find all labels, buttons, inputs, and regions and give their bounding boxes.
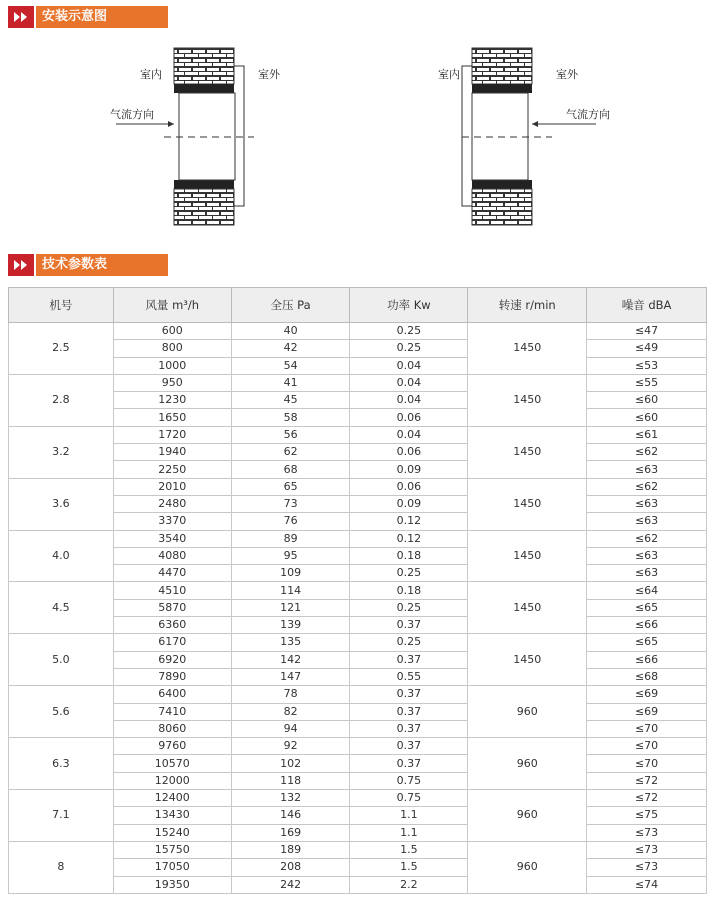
speed-cell: 1450 — [468, 530, 587, 582]
table-row — [9, 513, 707, 530]
table-header-row — [9, 288, 707, 323]
airflow-cell: 1650 — [113, 409, 231, 426]
table-row — [9, 807, 707, 824]
table-row — [9, 495, 707, 512]
pressure-cell: 58 — [231, 409, 350, 426]
pressure-cell: 102 — [231, 755, 350, 772]
power-cell: 0.55 — [350, 668, 468, 685]
power-cell: 0.04 — [350, 374, 468, 391]
airflow-cell: 600 — [113, 323, 231, 340]
power-cell: 2.2 — [350, 876, 468, 893]
pressure-cell: 146 — [231, 807, 350, 824]
pressure-cell: 95 — [231, 547, 350, 564]
noise-cell: ≤72 — [587, 772, 707, 789]
speed-cell: 1450 — [468, 374, 587, 426]
table-row — [9, 323, 707, 340]
airflow-cell: 6360 — [113, 617, 231, 634]
model-cell: 3.6 — [9, 478, 114, 530]
table-row — [9, 582, 707, 599]
pressure-cell: 42 — [231, 340, 350, 357]
airflow-cell: 4510 — [113, 582, 231, 599]
table-row — [9, 668, 707, 685]
airflow-cell: 10570 — [113, 755, 231, 772]
power-cell: 0.09 — [350, 461, 468, 478]
pressure-cell: 89 — [231, 530, 350, 547]
specs-section-title: 技术参数表 — [36, 254, 168, 276]
table-row — [9, 738, 707, 755]
speed-cell: 1450 — [468, 634, 587, 686]
spec-table-body — [9, 323, 707, 894]
power-cell: 0.25 — [350, 599, 468, 616]
noise-cell: ≤63 — [587, 495, 707, 512]
power-cell: 0.12 — [350, 513, 468, 530]
noise-cell: ≤70 — [587, 738, 707, 755]
noise-cell: ≤63 — [587, 513, 707, 530]
model-cell: 5.6 — [9, 686, 114, 738]
power-cell: 0.04 — [350, 426, 468, 443]
airflow-cell: 4080 — [113, 547, 231, 564]
power-cell: 0.37 — [350, 703, 468, 720]
table-row — [9, 547, 707, 564]
table-row — [9, 617, 707, 634]
speed-cell: 960 — [468, 686, 587, 738]
noise-cell: ≤60 — [587, 392, 707, 409]
outdoor-label: 室外 — [556, 68, 578, 81]
pressure-cell: 109 — [231, 565, 350, 582]
header-speed: 转速 r/min — [468, 288, 587, 323]
model-cell: 5.0 — [9, 634, 114, 686]
airflow-cell: 15750 — [113, 841, 231, 858]
noise-cell: ≤64 — [587, 582, 707, 599]
airflow-cell: 3540 — [113, 530, 231, 547]
noise-cell: ≤62 — [587, 444, 707, 461]
noise-cell: ≤60 — [587, 409, 707, 426]
pressure-cell: 142 — [231, 651, 350, 668]
table-row — [9, 426, 707, 443]
power-cell: 0.06 — [350, 444, 468, 461]
table-row — [9, 565, 707, 582]
airflow-cell: 5870 — [113, 599, 231, 616]
model-cell: 4.5 — [9, 582, 114, 634]
speed-cell: 960 — [468, 790, 587, 842]
table-row — [9, 790, 707, 807]
pressure-cell: 82 — [231, 703, 350, 720]
install-section-header — [8, 6, 168, 28]
power-cell: 1.1 — [350, 824, 468, 841]
table-row — [9, 599, 707, 616]
power-cell: 0.25 — [350, 634, 468, 651]
table-row — [9, 859, 707, 876]
model-cell: 7.1 — [9, 790, 114, 842]
specs-section-header — [8, 254, 168, 276]
header-power: 功率 Kw — [350, 288, 468, 323]
airflow-cell: 6170 — [113, 634, 231, 651]
pressure-cell: 54 — [231, 357, 350, 374]
speed-cell: 1450 — [468, 323, 587, 375]
table-row — [9, 409, 707, 426]
table-row — [9, 478, 707, 495]
power-cell: 0.12 — [350, 530, 468, 547]
power-cell: 0.25 — [350, 340, 468, 357]
airflow-cell: 1230 — [113, 392, 231, 409]
table-row — [9, 703, 707, 720]
airflow-cell: 2250 — [113, 461, 231, 478]
pressure-cell: 189 — [231, 841, 350, 858]
double-arrow-icon — [8, 254, 34, 276]
noise-cell: ≤61 — [587, 426, 707, 443]
pressure-cell: 65 — [231, 478, 350, 495]
pressure-cell: 40 — [231, 323, 350, 340]
pressure-cell: 208 — [231, 859, 350, 876]
table-row — [9, 651, 707, 668]
noise-cell: ≤63 — [587, 461, 707, 478]
pressure-cell: 118 — [231, 772, 350, 789]
noise-cell: ≤49 — [587, 340, 707, 357]
power-cell: 0.37 — [350, 755, 468, 772]
pressure-cell: 139 — [231, 617, 350, 634]
pressure-cell: 73 — [231, 495, 350, 512]
noise-cell: ≤73 — [587, 841, 707, 858]
pressure-cell: 147 — [231, 668, 350, 685]
noise-cell: ≤73 — [587, 859, 707, 876]
noise-cell: ≤53 — [587, 357, 707, 374]
airflow-cell: 6400 — [113, 686, 231, 703]
pressure-cell: 78 — [231, 686, 350, 703]
airflow-cell: 6920 — [113, 651, 231, 668]
noise-cell: ≤72 — [587, 790, 707, 807]
pressure-cell: 92 — [231, 738, 350, 755]
table-row — [9, 530, 707, 547]
airflow-cell: 12400 — [113, 790, 231, 807]
table-row — [9, 461, 707, 478]
header-noise: 噪音 dBA — [587, 288, 707, 323]
table-row — [9, 357, 707, 374]
power-cell: 0.37 — [350, 617, 468, 634]
airflow-cell: 950 — [113, 374, 231, 391]
table-row — [9, 634, 707, 651]
airflow-cell: 17050 — [113, 859, 231, 876]
pressure-cell: 121 — [231, 599, 350, 616]
noise-cell: ≤47 — [587, 323, 707, 340]
noise-cell: ≤70 — [587, 755, 707, 772]
indoor-label: 室内 — [140, 68, 162, 81]
noise-cell: ≤70 — [587, 720, 707, 737]
table-row — [9, 824, 707, 841]
speed-cell: 1450 — [468, 478, 587, 530]
power-cell: 1.1 — [350, 807, 468, 824]
airflow-label: 气流方向 — [110, 108, 154, 121]
airflow-cell: 19350 — [113, 876, 231, 893]
airflow-cell: 2010 — [113, 478, 231, 495]
noise-cell: ≤66 — [587, 651, 707, 668]
power-cell: 0.09 — [350, 495, 468, 512]
power-cell: 1.5 — [350, 841, 468, 858]
noise-cell: ≤63 — [587, 547, 707, 564]
power-cell: 1.5 — [350, 859, 468, 876]
speed-cell: 1450 — [468, 426, 587, 478]
table-row — [9, 340, 707, 357]
noise-cell: ≤62 — [587, 478, 707, 495]
noise-cell: ≤66 — [587, 617, 707, 634]
table-row — [9, 444, 707, 461]
airflow-cell: 2480 — [113, 495, 231, 512]
noise-cell: ≤73 — [587, 824, 707, 841]
speed-cell: 960 — [468, 841, 587, 893]
pressure-cell: 132 — [231, 790, 350, 807]
noise-cell: ≤62 — [587, 530, 707, 547]
airflow-cell: 4470 — [113, 565, 231, 582]
double-arrow-icon — [8, 6, 34, 28]
power-cell: 0.75 — [350, 790, 468, 807]
noise-cell: ≤55 — [587, 374, 707, 391]
pressure-cell: 169 — [231, 824, 350, 841]
noise-cell: ≤69 — [587, 686, 707, 703]
noise-cell: ≤63 — [587, 565, 707, 582]
pressure-cell: 41 — [231, 374, 350, 391]
power-cell: 0.37 — [350, 720, 468, 737]
power-cell: 0.04 — [350, 392, 468, 409]
pressure-cell: 56 — [231, 426, 350, 443]
pressure-cell: 68 — [231, 461, 350, 478]
noise-cell: ≤74 — [587, 876, 707, 893]
pressure-cell: 135 — [231, 634, 350, 651]
model-cell: 8 — [9, 841, 114, 893]
table-row — [9, 772, 707, 789]
model-cell: 2.8 — [9, 374, 114, 426]
power-cell: 0.37 — [350, 738, 468, 755]
power-cell: 0.37 — [350, 651, 468, 668]
power-cell: 0.25 — [350, 565, 468, 582]
power-cell: 0.06 — [350, 478, 468, 495]
table-row — [9, 392, 707, 409]
power-cell: 0.06 — [350, 409, 468, 426]
table-row — [9, 841, 707, 858]
table-row — [9, 755, 707, 772]
header-airflow: 风量 m³/h — [113, 288, 231, 323]
model-cell: 6.3 — [9, 738, 114, 790]
table-row — [9, 686, 707, 703]
airflow-cell: 13430 — [113, 807, 231, 824]
airflow-cell: 800 — [113, 340, 231, 357]
power-cell: 0.18 — [350, 582, 468, 599]
power-cell: 0.18 — [350, 547, 468, 564]
pressure-cell: 76 — [231, 513, 350, 530]
power-cell: 0.04 — [350, 357, 468, 374]
model-cell: 2.5 — [9, 323, 114, 375]
outdoor-label: 室外 — [258, 68, 280, 81]
noise-cell: ≤65 — [587, 599, 707, 616]
power-cell: 0.75 — [350, 772, 468, 789]
indoor-label: 室内 — [438, 68, 460, 81]
power-cell: 0.37 — [350, 686, 468, 703]
table-row — [9, 876, 707, 893]
pressure-cell: 242 — [231, 876, 350, 893]
model-cell: 3.2 — [9, 426, 114, 478]
noise-cell: ≤75 — [587, 807, 707, 824]
airflow-cell: 3370 — [113, 513, 231, 530]
airflow-cell: 1000 — [113, 357, 231, 374]
airflow-cell: 7890 — [113, 668, 231, 685]
noise-cell: ≤69 — [587, 703, 707, 720]
table-row — [9, 374, 707, 391]
pressure-cell: 114 — [231, 582, 350, 599]
model-cell: 4.0 — [9, 530, 114, 582]
table-row — [9, 720, 707, 737]
airflow-cell: 8060 — [113, 720, 231, 737]
noise-cell: ≤65 — [587, 634, 707, 651]
airflow-cell: 15240 — [113, 824, 231, 841]
pressure-cell: 62 — [231, 444, 350, 461]
airflow-cell: 7410 — [113, 703, 231, 720]
noise-cell: ≤68 — [587, 668, 707, 685]
header-pressure: 全压 Pa — [231, 288, 350, 323]
pressure-cell: 45 — [231, 392, 350, 409]
airflow-cell: 1940 — [113, 444, 231, 461]
airflow-cell: 1720 — [113, 426, 231, 443]
speed-cell: 960 — [468, 738, 587, 790]
airflow-cell: 12000 — [113, 772, 231, 789]
spec-table — [8, 287, 707, 894]
header-model: 机号 — [9, 288, 114, 323]
pressure-cell: 94 — [231, 720, 350, 737]
speed-cell: 1450 — [468, 582, 587, 634]
install-section-title: 安装示意图 — [36, 6, 168, 28]
airflow-cell: 9760 — [113, 738, 231, 755]
airflow-label: 气流方向 — [566, 108, 610, 121]
power-cell: 0.25 — [350, 323, 468, 340]
